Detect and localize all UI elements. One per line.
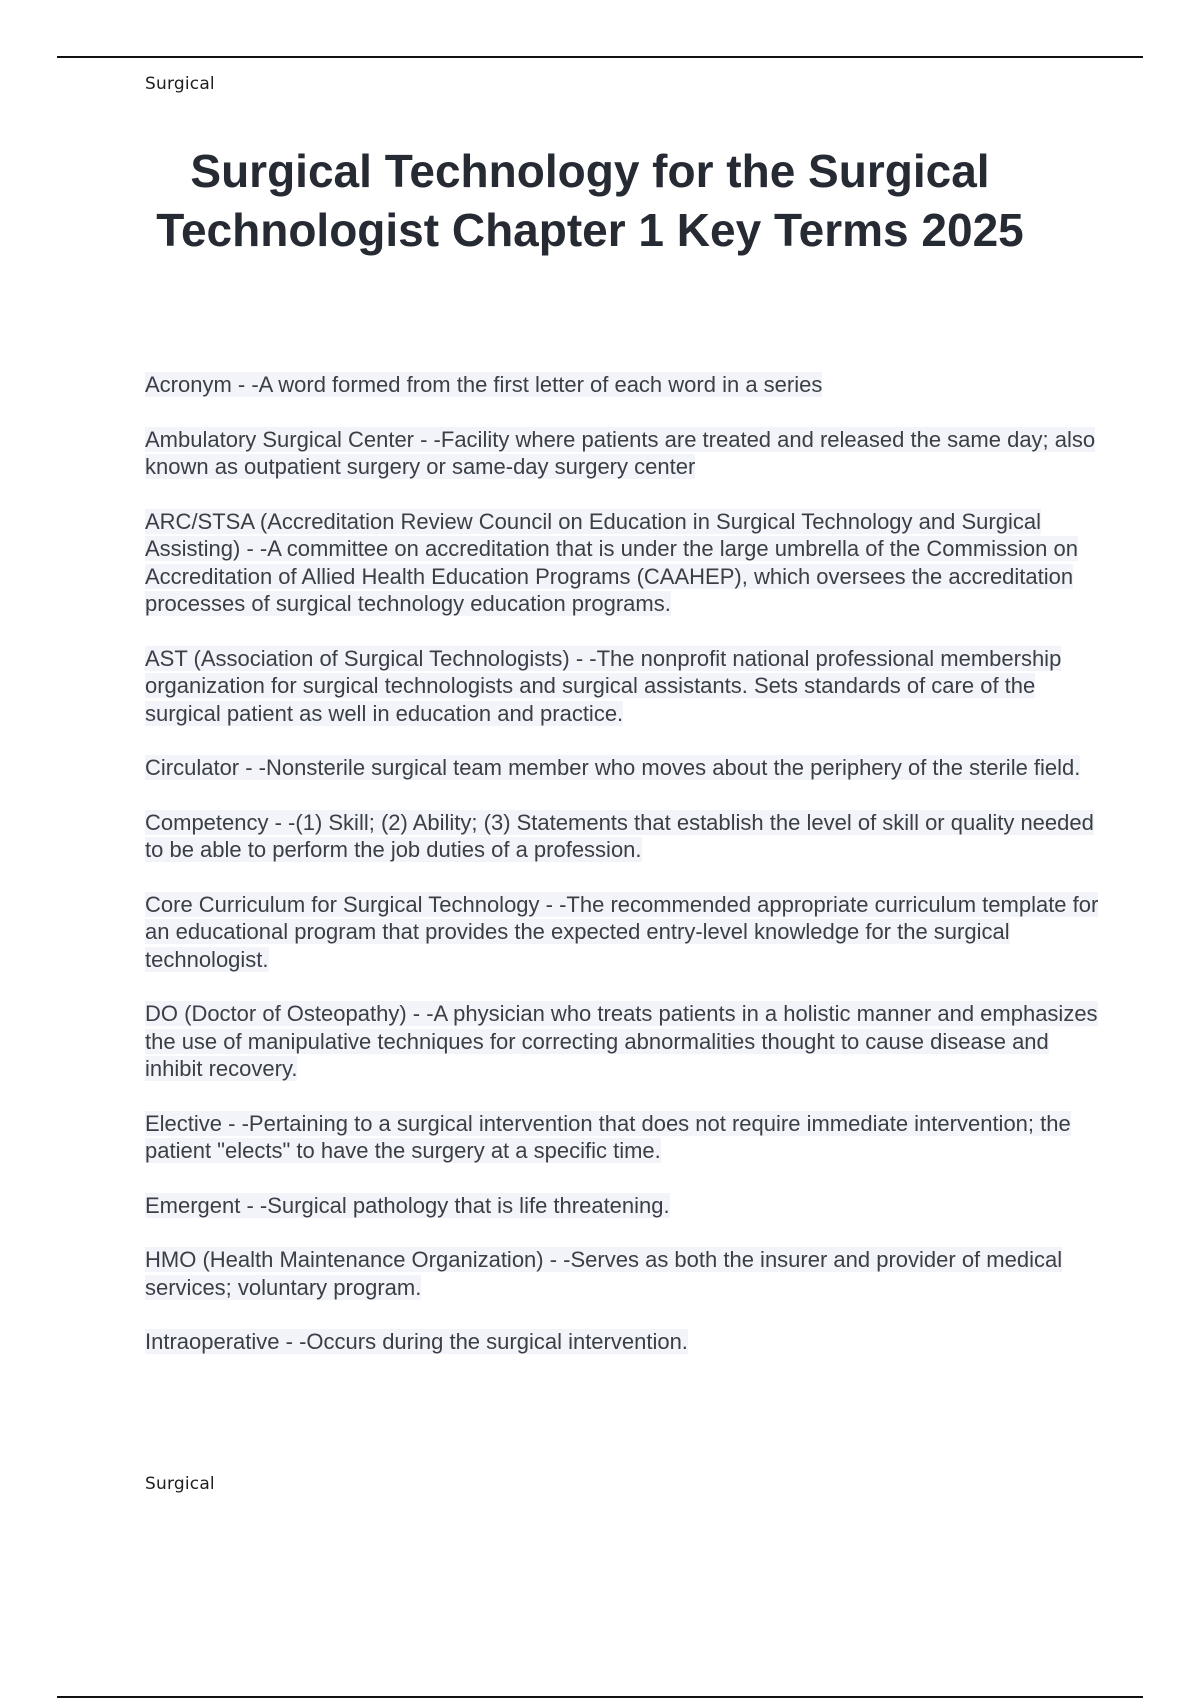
term-text: AST (Association of Surgical Technologists) - -The nonprofit national professional membership organization for surgical technologists and surgical assistants. Sets standards of care of the surgical patient as well in education and practice. xyxy=(145,645,1062,726)
term-item xyxy=(145,371,1100,399)
term-item xyxy=(145,1000,1100,1083)
top-rule xyxy=(57,56,1143,58)
term-item xyxy=(145,426,1100,481)
key-terms-list xyxy=(145,371,1100,1383)
term-text: HMO (Health Maintenance Organization) - -Serves as both the insurer and provider of medical services; voluntary program. xyxy=(145,1247,1063,1300)
term-item xyxy=(145,645,1100,728)
term-item xyxy=(145,809,1100,864)
term-text: ARC/STSA (Accreditation Review Council on Education in Surgical Technology and Surgical Assisting) - -A committee on accreditation that is under the large umbrella of the Commission on Accreditation of Allied Health Education Programs (CAAHEP), which oversees the accreditation processes of surgical technology education programs. xyxy=(145,508,1078,616)
term-text: Ambulatory Surgical Center - -Facility where patients are treated and released the same day; also known as outpatient surgery or same-day surgery center xyxy=(145,426,1096,479)
term-text: Circulator - -Nonsterile surgical team member who moves about the periphery of the sterile field. xyxy=(145,755,1081,780)
running-footer: Surgical xyxy=(145,1474,215,1494)
bottom-rule xyxy=(57,1696,1143,1698)
term-item xyxy=(145,1328,1100,1356)
document-title: Surgical Technology for the Surgical Technologist Chapter 1 Key Terms 2025 xyxy=(156,145,1024,256)
term-text: Core Curriculum for Surgical Technology - -The recommended appropriate curriculum template for an educational program that provides the expected entry-level knowledge for the surgical technologist. xyxy=(145,891,1099,972)
term-item xyxy=(145,754,1100,782)
term-item xyxy=(145,891,1100,974)
term-item xyxy=(145,1192,1100,1220)
term-item xyxy=(145,1110,1100,1165)
term-text: DO (Doctor of Osteopathy) - -A physician who treats patients in a holistic manner and emphasizes the use of manipulative techniques for correcting abnormalities thought to cause disease and inhibit recovery. xyxy=(145,1001,1098,1081)
term-text: Elective - -Pertaining to a surgical intervention that does not require immediate intervention; the patient "elects" to have the surgery at a specific time. xyxy=(145,1110,1071,1163)
term-item xyxy=(145,508,1100,618)
term-text: Emergent - -Surgical pathology that is life threatening. xyxy=(145,1192,670,1218)
term-text: Acronym - -A word formed from the first letter of each word in a series xyxy=(145,372,823,397)
term-text: Competency - -(1) Skill; (2) Ability; (3) Statements that establish the level of skill or quality needed to be able to perform the job duties of a profession. xyxy=(145,809,1094,862)
term-text: Intraoperative - -Occurs during the surgical intervention. xyxy=(145,1329,688,1354)
term-item xyxy=(145,1246,1100,1301)
running-header: Surgical xyxy=(145,74,215,94)
